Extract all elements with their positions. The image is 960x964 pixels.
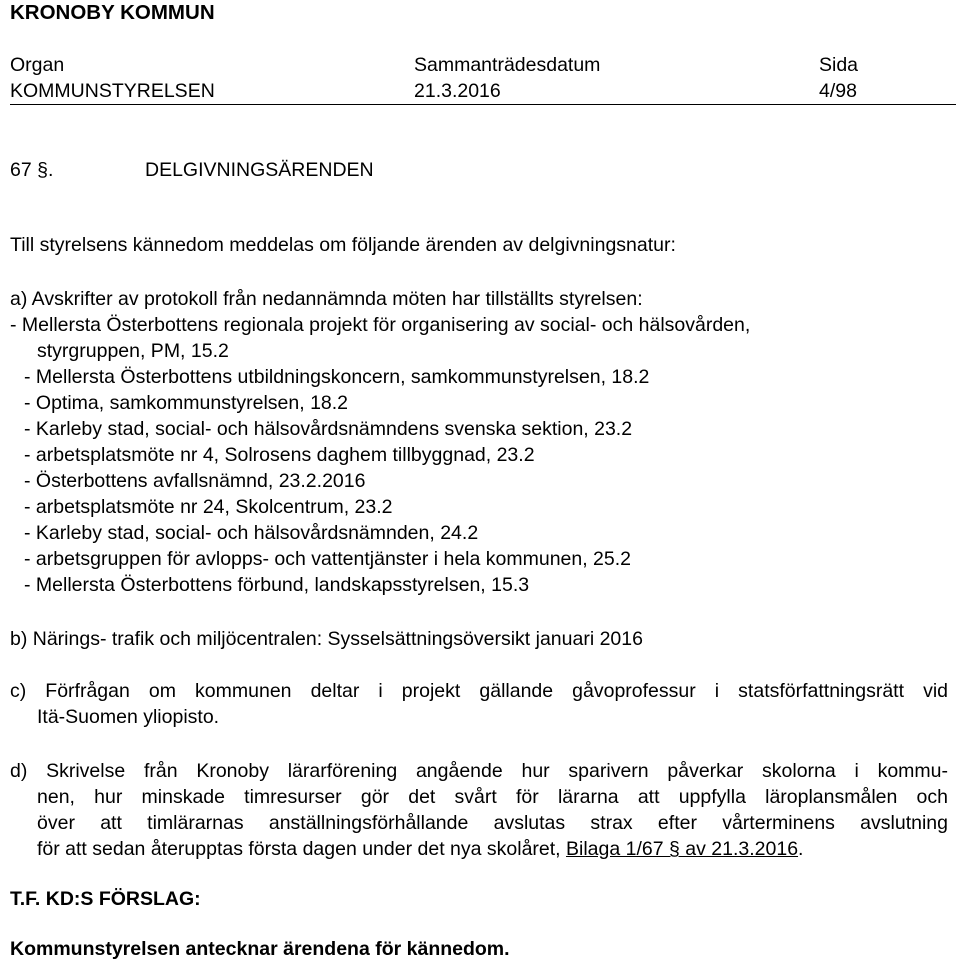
list-item: - arbetsplatsmöte nr 24, Skolcentrum, 23.2	[24, 496, 393, 518]
intro-text: Till styrelsens kännedom meddelas om följande ärenden av delgivningsnatur:	[10, 234, 676, 256]
paragraph-symbol: §.	[37, 159, 54, 181]
section-number	[10, 157, 53, 183]
list-item: - arbetsplatsmöte nr 4, Solrosens daghem tillbyggnad, 23.2	[24, 444, 535, 466]
item-a-line-1-continued: styrgruppen, PM, 15.2	[37, 340, 229, 362]
list-item: - Mellersta Österbottens utbildningskoncern, samkommunstyrelsen, 18.2	[24, 366, 650, 388]
item-b: b) Närings- trafik och miljöcentralen: Sysselsättningsöversikt januari 2016	[10, 628, 643, 650]
item-c-line-1: c) Förfrågan om kommunen deltar i projekt gällande gåvoprofessur i statsförfattningsrätt vid	[10, 680, 948, 702]
attachment-link[interactable]: Bilaga 1/67 § av 21.3.2016	[566, 838, 799, 860]
item-a-heading: a) Avskrifter av protokoll från nedannämnda möten har tillställts styrelsen:	[10, 288, 643, 310]
meeting-date-value: 21.3.2016	[414, 80, 501, 102]
list-item: - Optima, samkommunstyrelsen, 18.2	[24, 392, 349, 414]
section-number-value: 67	[10, 159, 32, 181]
list-item: - Österbottens avfallsnämnd, 23.2.2016	[24, 470, 366, 492]
organization-name: KRONOBY KOMMUN	[10, 1, 215, 24]
header-divider	[10, 104, 956, 105]
list-item: - Karleby stad, social- och hälsovårdsnämnden, 24.2	[24, 522, 479, 544]
meeting-date-label: Sammanträdesdatum	[414, 54, 601, 76]
page-label: Sida	[819, 54, 859, 76]
section-title: DELGIVNINGSÄRENDEN	[145, 159, 374, 181]
item-a-line-1: - Mellersta Österbottens regionala projekt för organisering av social- och hälsovården,	[10, 314, 751, 336]
proposal-decision: Kommunstyrelsen antecknar ärendena för kännedom.	[10, 938, 510, 960]
item-d-line-2: nen, hur minskade timresurser gör det svårt för lärarna att uppfylla läroplansmålen och	[37, 786, 948, 808]
item-d-line-3: över att timlärarnas anställningsförhållande avslutas strax efter vårterminens avslutning	[37, 812, 948, 834]
item-c-line-2: Itä-Suomen yliopisto.	[37, 706, 220, 728]
organ-label: Organ	[10, 54, 65, 76]
page-number: 4/98	[819, 80, 857, 102]
item-d-line-1: d) Skrivelse från Kronoby lärarförening angående hur sparivern påverkar skolorna i kommu-	[10, 760, 948, 782]
item-d-line-4	[37, 836, 803, 862]
item-d-line-4-end: .	[798, 838, 804, 860]
proposal-heading: T.F. KD:S FÖRSLAG:	[10, 888, 201, 910]
item-d-line-4-text: för att sedan återupptas första dagen under det nya skolåret,	[37, 838, 561, 860]
list-item: - arbetsgruppen för avlopps- och vattentjänster i hela kommunen, 25.2	[24, 548, 632, 570]
list-item: - Mellersta Österbottens förbund, landskapsstyrelsen, 15.3	[24, 574, 530, 596]
list-item: - Karleby stad, social- och hälsovårdsnämndens svenska sektion, 23.2	[24, 418, 633, 440]
organ-value: KOMMUNSTYRELSEN	[10, 80, 215, 102]
